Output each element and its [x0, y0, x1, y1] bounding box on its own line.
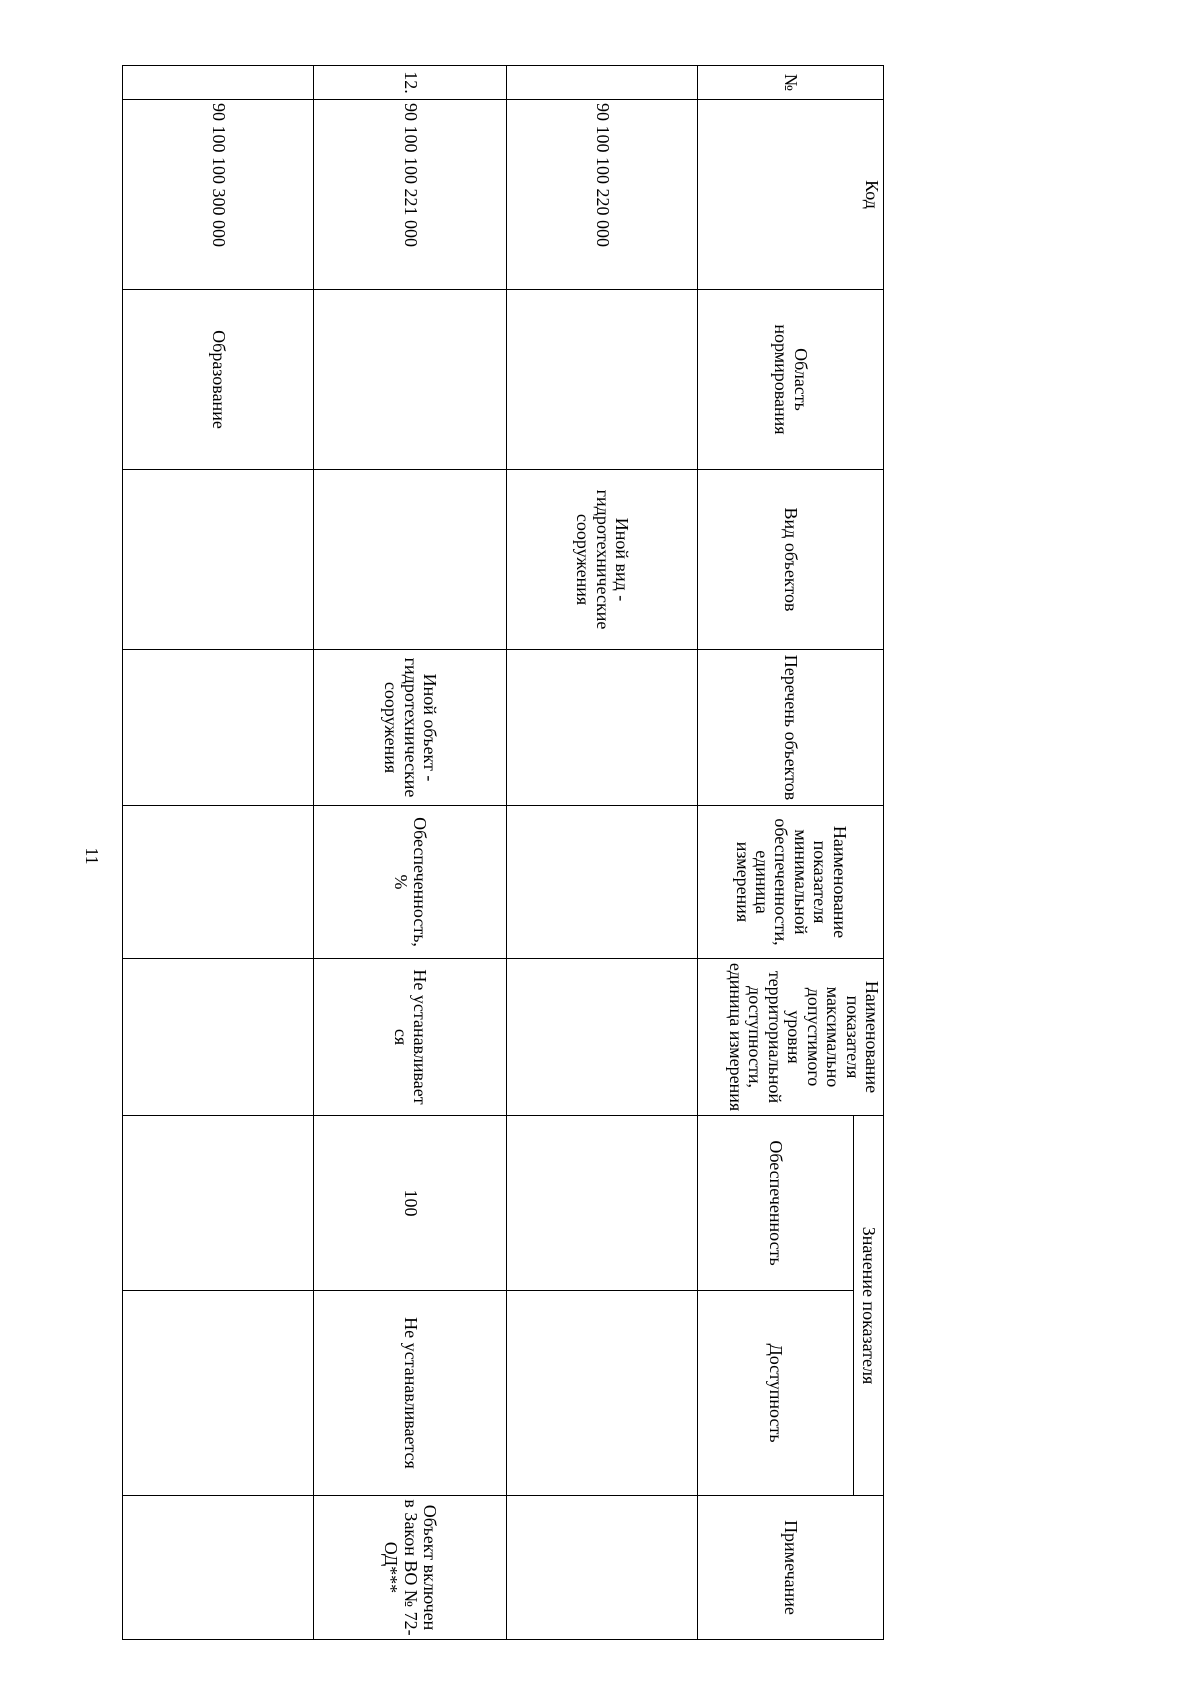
cell-provision	[507, 1116, 698, 1291]
header-type: Вид объектов	[698, 470, 884, 650]
cell-code: 90 100 100 300 000	[123, 100, 314, 290]
cell-code: 90 100 100 221 000	[313, 100, 506, 290]
cell-min-indicator: Обеспеченность, %	[313, 806, 506, 959]
table-row	[123, 66, 314, 1640]
header-area: Область нормирования	[698, 290, 884, 470]
cell-num	[507, 66, 698, 100]
rotated-table-frame	[122, 65, 884, 1640]
table-row	[313, 66, 506, 1640]
cell-accessibility: Не устанавливается	[313, 1291, 506, 1496]
cell-provision: 100	[313, 1116, 506, 1291]
cell-code: 90 100 100 220 000	[507, 100, 698, 290]
page-number: 11	[82, 847, 102, 865]
cell-min-indicator	[507, 806, 698, 959]
cell-provision	[123, 1116, 314, 1291]
cell-num	[123, 66, 314, 100]
cell-accessibility	[123, 1291, 314, 1496]
cell-list	[507, 650, 698, 806]
header-list: Перечень объектов	[698, 650, 884, 806]
cell-max-indicator: Не устанавливает ся	[313, 959, 506, 1116]
cell-accessibility	[507, 1291, 698, 1496]
header-max-indicator: Наименование показателя максимально допустимого уровня территориальной доступности, единица измерения	[698, 959, 884, 1116]
header-value-group: Значение показателя	[854, 1116, 884, 1496]
cell-note: Объект включен в Закон ВО № 72-ОД***	[313, 1496, 506, 1640]
table-row	[507, 66, 698, 1640]
header-note: Примечание	[698, 1496, 884, 1640]
header-code: Код	[698, 100, 884, 290]
cell-type: Иной вид - гидротехнические сооружения	[507, 470, 698, 650]
header-provision: Обеспеченность	[698, 1116, 854, 1291]
cell-min-indicator	[123, 806, 314, 959]
cell-type	[313, 470, 506, 650]
header-num: №	[698, 66, 884, 100]
cell-num: 12.	[313, 66, 506, 100]
cell-max-indicator	[123, 959, 314, 1116]
cell-max-indicator	[507, 959, 698, 1116]
header-accessibility: Доступность	[698, 1291, 854, 1496]
cell-note	[507, 1496, 698, 1640]
cell-list	[123, 650, 314, 806]
header-min-indicator: Наименование показателя минимальной обеспеченности, единица измерения	[698, 806, 884, 959]
cell-area	[507, 290, 698, 470]
cell-area	[313, 290, 506, 470]
cell-note	[123, 1496, 314, 1640]
table-container	[122, 65, 884, 1640]
cell-area: Образование	[123, 290, 314, 470]
cell-list: Иной объект - гидротехнические сооружения	[313, 650, 506, 806]
cell-type	[123, 470, 314, 650]
norms-table	[122, 65, 884, 1640]
